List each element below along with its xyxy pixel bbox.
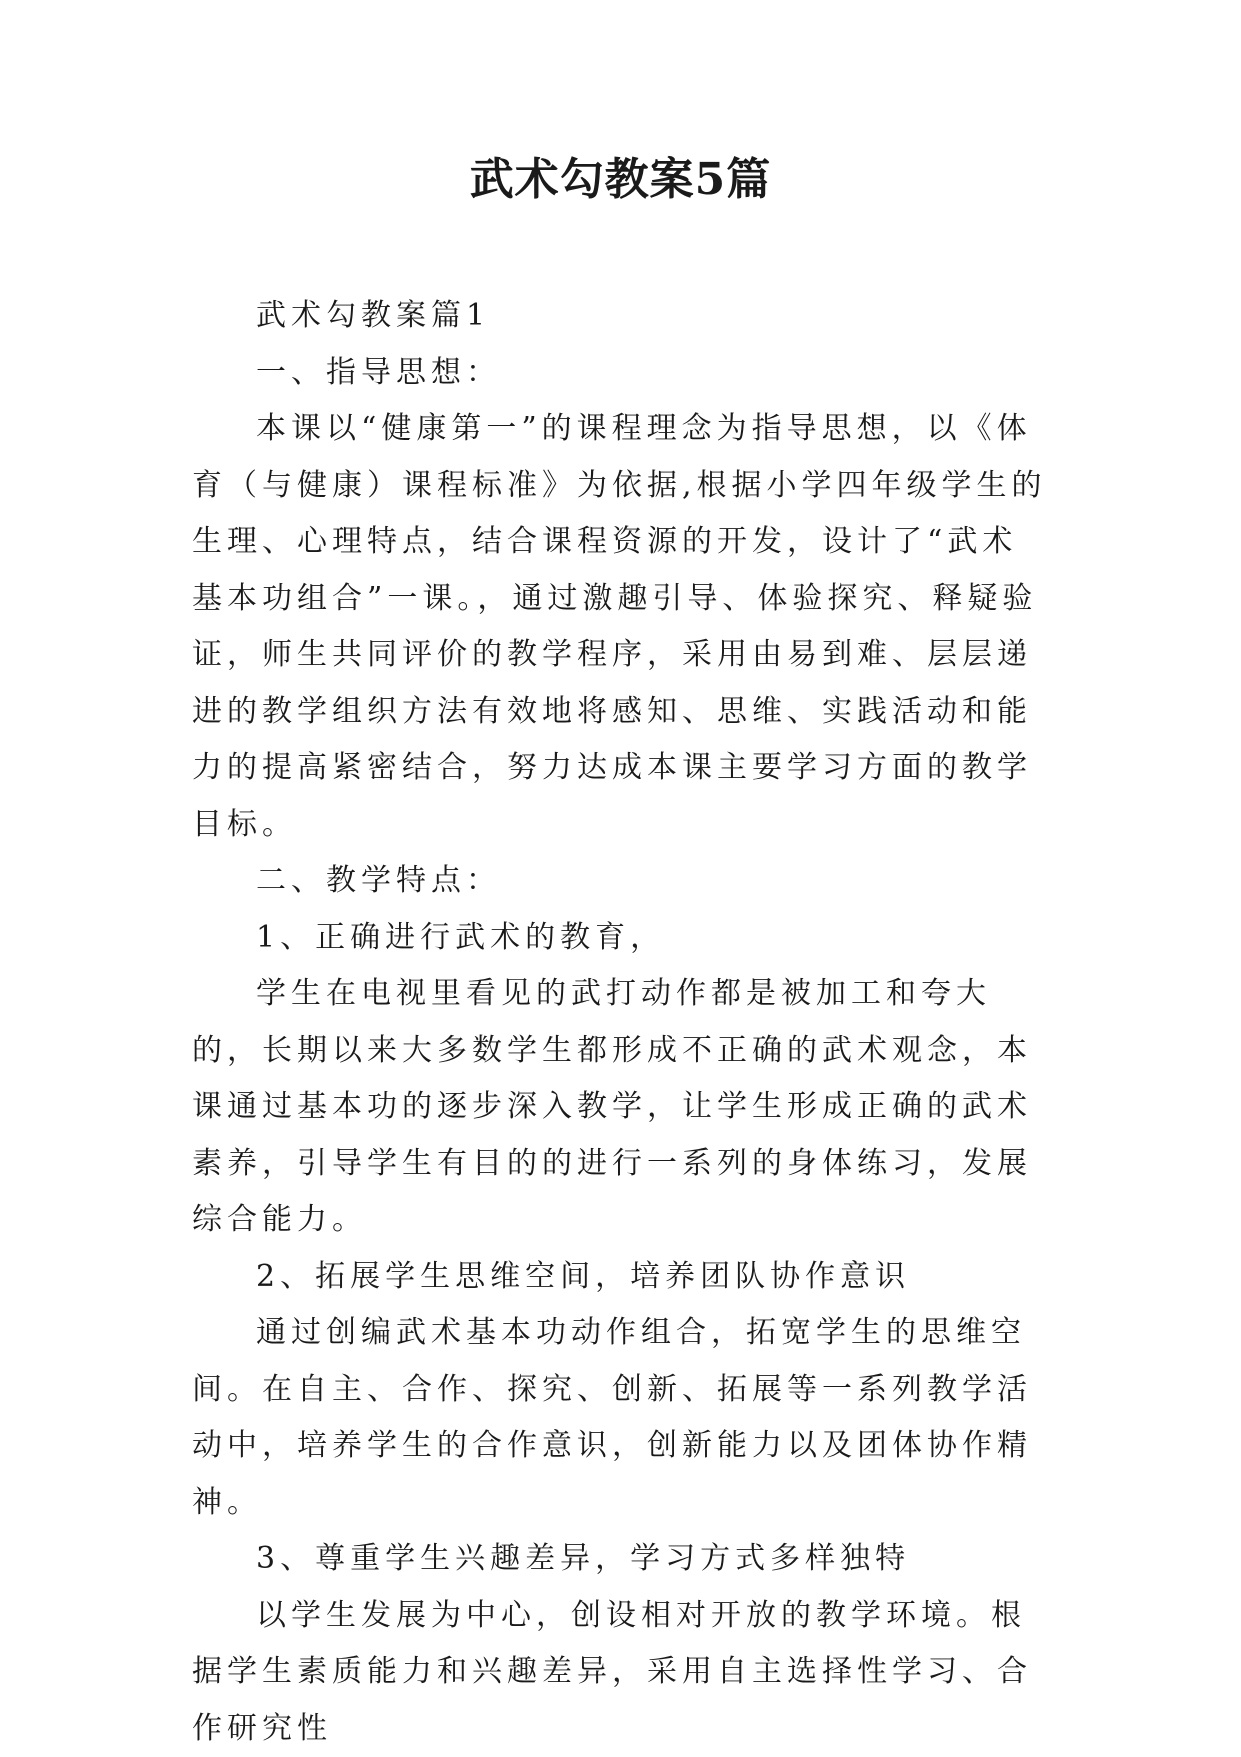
subheading-feature-2: 2、拓展学生思维空间，培养团队协作意识 bbox=[192, 1249, 1052, 1306]
heading-guiding-ideology: 一、指导思想： bbox=[192, 345, 1052, 402]
paragraph-feature-3: 以学生发展为中心，创设相对开放的教学环境。根据学生素质能力和兴趣差异，采用自主选择性学习、合作研究性 bbox=[192, 1588, 1052, 1757]
paragraph-feature-2: 通过创编武术基本功动作组合，拓宽学生的思维空间。在自主、合作、探究、创新、拓展等一系列教学活动中，培养学生的合作意识，创新能力以及团体协作精神。 bbox=[192, 1305, 1052, 1531]
section-heading-lesson-1: 武术勾教案篇1 bbox=[192, 288, 1052, 345]
paragraph-guiding-ideology: 本课以“健康第一”的课程理念为指导思想，以《体育（与健康）课程标准》为依据,根据小学四年级学生的生理、心理特点，结合课程资源的开发，设计了“武术基本功组合”一课。，通过激趣引导、体验探究、释疑验证，师生共同评价的教学程序，采用由易到难、层层递进的教学组织方法有效地将感知、思维、实践活动和能力的提高紧密结合，努力达成本课主要学习方面的教学目标。 bbox=[192, 401, 1052, 853]
heading-teaching-features: 二、教学特点： bbox=[192, 853, 1052, 910]
paragraph-feature-1: 学生在电视里看见的武打动作都是被加工和夸大的，长期以来大多数学生都形成不正确的武术观念，本课通过基本功的逐步深入教学，让学生形成正确的武术素养，引导学生有目的的进行一系列的身体练习，发展综合能力。 bbox=[192, 966, 1052, 1249]
document-title: 武术勾教案5篇 bbox=[0, 150, 1241, 210]
document-body bbox=[192, 288, 1052, 1757]
subheading-feature-3: 3、尊重学生兴趣差异，学习方式多样独特 bbox=[192, 1531, 1052, 1588]
subheading-feature-1: 1、正确进行武术的教育， bbox=[192, 910, 1052, 967]
